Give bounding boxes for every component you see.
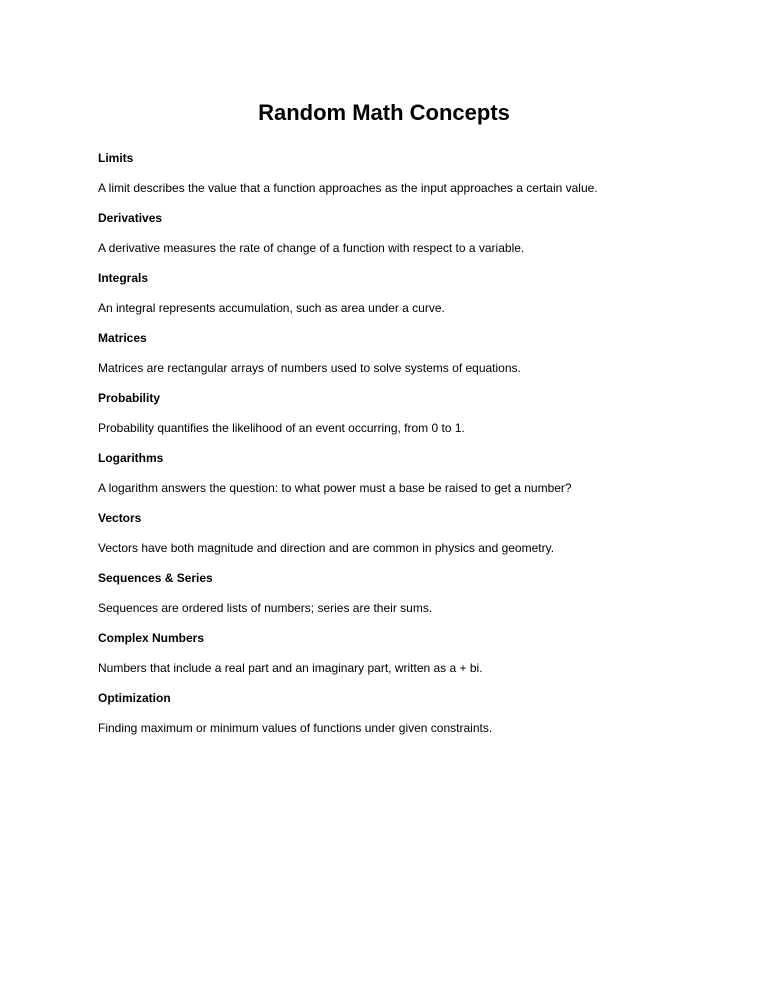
- page-title: Random Math Concepts: [258, 100, 510, 125]
- section-matrices: [98, 330, 718, 390]
- section-heading: Complex Numbers: [98, 631, 205, 645]
- section-derivatives: [98, 210, 718, 270]
- document-content: [98, 150, 718, 750]
- section-text: Vectors have both magnitude and direction and are common in physics and geometry.: [98, 541, 555, 555]
- section-sequences-series: [98, 570, 718, 630]
- section-text: A logarithm answers the question: to what power must a base be raised to get a number?: [98, 481, 572, 495]
- section-heading: Matrices: [98, 331, 147, 345]
- section-heading: Integrals: [98, 271, 149, 285]
- section-heading: Sequences & Series: [98, 571, 213, 585]
- section-heading: Vectors: [98, 511, 142, 525]
- section-heading: Logarithms: [98, 451, 164, 465]
- section-text: An integral represents accumulation, such as area under a curve.: [98, 301, 445, 315]
- section-text: A derivative measures the rate of change of a function with respect to a variable.: [98, 241, 525, 255]
- section-text: Finding maximum or minimum values of functions under given constraints.: [98, 721, 493, 735]
- section-vectors: [98, 510, 718, 570]
- section-text: Matrices are rectangular arrays of numbers used to solve systems of equations.: [98, 361, 521, 375]
- section-heading: Derivatives: [98, 211, 163, 225]
- section-text: Sequences are ordered lists of numbers; series are their sums.: [98, 601, 433, 615]
- section-text: Probability quantifies the likelihood of an event occurring, from 0 to 1.: [98, 421, 465, 435]
- section-logarithms: [98, 450, 718, 510]
- section-text: Numbers that include a real part and an imaginary part, written as a + bi.: [98, 661, 483, 675]
- section-complex-numbers: [98, 630, 718, 690]
- section-optimization: [98, 690, 718, 750]
- section-limits: [98, 150, 718, 210]
- section-heading: Optimization: [98, 691, 171, 705]
- section-text: A limit describes the value that a function approaches as the input approaches a certain value.: [98, 181, 598, 195]
- section-integrals: [98, 270, 718, 330]
- section-heading: Limits: [98, 151, 134, 165]
- section-heading: Probability: [98, 391, 161, 405]
- section-probability: [98, 390, 718, 450]
